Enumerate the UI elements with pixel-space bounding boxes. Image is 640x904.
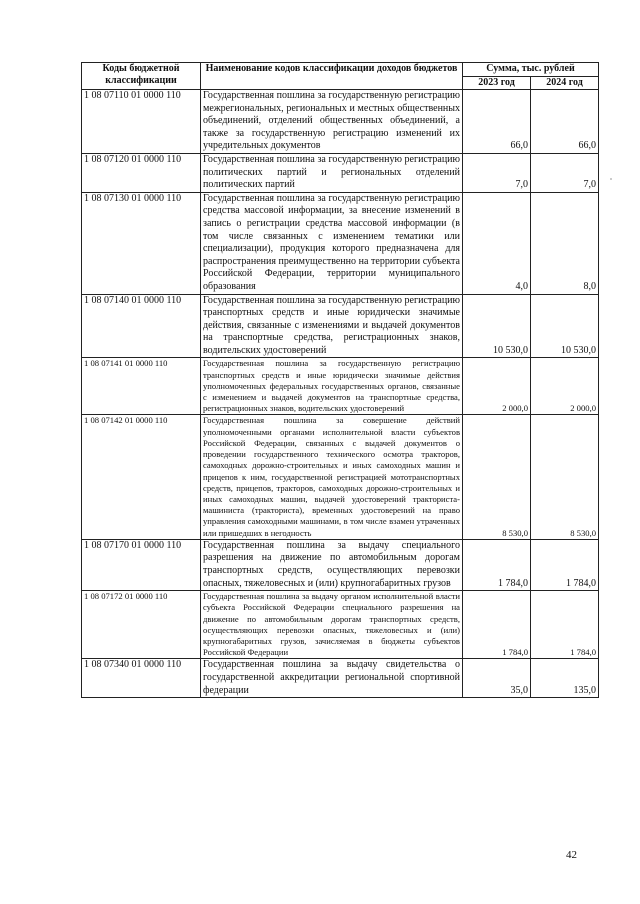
- row-value-2023: 1 784,0: [463, 539, 531, 590]
- scan-speck: [610, 178, 612, 180]
- row-value-2023: 1 784,0: [463, 591, 531, 659]
- header-2024: 2024 год: [531, 77, 599, 90]
- row-value-2023: 8 530,0: [463, 415, 531, 539]
- row-value-2024: 2 000,0: [531, 358, 599, 415]
- row-code: 1 08 07120 01 0000 110: [82, 153, 201, 192]
- header-code: Коды бюджетной классификации: [82, 63, 201, 90]
- row-code: 1 08 07110 01 0000 110: [82, 90, 201, 154]
- row-name: Государственная пошлина за государственную регистрацию политических партий и региональных отделений политических партий: [201, 153, 463, 192]
- row-value-2024: 8,0: [531, 192, 599, 294]
- table-row: [82, 294, 599, 358]
- row-name: Государственная пошлина за совершение действий уполномоченными органами исполнительной власти субъектов Российской Федерации, связанных с выдачей документов о проведении государственного технического осмотра тракторов, самоходных дорожно-строительных и иных самоходных машин и прицепов к ним, государственной регистрацией мототранспортных средств, прицепов, тракторов, самоходных дорожно-строительных и иных самоходных машин, выдачей удостоверений тракториста-машиниста (тракториста), временных удостоверений на право управления самоходными машинами, в том числе взамен утраченных или пришедших в негодность: [201, 415, 463, 539]
- table-row: [82, 539, 599, 590]
- row-code: 1 08 07130 01 0000 110: [82, 192, 201, 294]
- row-value-2023: 4,0: [463, 192, 531, 294]
- row-name: Государственная пошлина за выдачу свидетельства о государственной аккредитации региональной спортивной федерации: [201, 659, 463, 698]
- row-value-2024: 135,0: [531, 659, 599, 698]
- row-value-2024: 8 530,0: [531, 415, 599, 539]
- row-code: 1 08 07142 01 0000 110: [82, 415, 201, 539]
- budget-table-container: [81, 62, 598, 698]
- row-value-2024: 1 784,0: [531, 591, 599, 659]
- row-code: 1 08 07172 01 0000 110: [82, 591, 201, 659]
- row-value-2023: 66,0: [463, 90, 531, 154]
- table-row: [82, 90, 599, 154]
- row-value-2023: 35,0: [463, 659, 531, 698]
- table-row: [82, 415, 599, 539]
- row-code: 1 08 07141 01 0000 110: [82, 358, 201, 415]
- row-value-2024: 10 530,0: [531, 294, 599, 358]
- row-value-2024: 7,0: [531, 153, 599, 192]
- row-value-2023: 10 530,0: [463, 294, 531, 358]
- row-name: Государственная пошлина за государственную регистрацию транспортных средств и иные юридически значимые действия уполномоченных федеральных государственных органов, связанные с изменением и выдачей документов на транспортные средства, регистрационных знаков, водительских удостоверений: [201, 358, 463, 415]
- row-name: Государственная пошлина за государственную регистрацию межрегиональных, региональных и местных общественных объединений, отделений общественных объединений, а также за государственную регистрацию изменений их учредительных документов: [201, 90, 463, 154]
- budget-revenue-table: [81, 62, 599, 698]
- table-row: [82, 591, 599, 659]
- table-row: [82, 659, 599, 698]
- row-value-2024: 1 784,0: [531, 539, 599, 590]
- row-code: 1 08 07340 01 0000 110: [82, 659, 201, 698]
- row-name: Государственная пошлина за государственную регистрацию транспортных средств и иные юридически значимые действия, связанные с изменениями и выдачей документов на транспортные средства, регистрационных знаков, водительских удостоверений: [201, 294, 463, 358]
- table-row: [82, 192, 599, 294]
- table-row: [82, 153, 599, 192]
- row-value-2024: 66,0: [531, 90, 599, 154]
- row-name: Государственная пошлина за государственную регистрацию средства массовой информации, за внесение изменений в запись о регистрации средства массовой информации (в том числе связанных с изменением тематики или специализации), продукция которого предназначена для распространения преимущественно на территории субъекта Российской Федерации, территории муниципального образования: [201, 192, 463, 294]
- row-name: Государственная пошлина за выдачу органом исполнительной власти субъекта Российской Федерации специального разрешения на движение по автомобильным дорогам транспортных средств, осуществляющих перевозки опасных, тяжеловесных и (или) крупногабаритных грузов, зачисляемая в бюджеты субъектов Российской Федерации: [201, 591, 463, 659]
- page-number: 42: [566, 849, 577, 861]
- row-value-2023: 7,0: [463, 153, 531, 192]
- header-sum: Сумма, тыс. рублей: [463, 63, 599, 77]
- header-name: Наименование кодов классификации доходов бюджетов: [201, 63, 463, 90]
- table-row: [82, 358, 599, 415]
- row-name: Государственная пошлина за выдачу специального разрешения на движение по автомобильным дорогам транспортных средств, осуществляющих перевозки опасных, тяжеловесных и (или) крупногабаритных грузов: [201, 539, 463, 590]
- row-code: 1 08 07140 01 0000 110: [82, 294, 201, 358]
- row-value-2023: 2 000,0: [463, 358, 531, 415]
- header-2023: 2023 год: [463, 77, 531, 90]
- row-code: 1 08 07170 01 0000 110: [82, 539, 201, 590]
